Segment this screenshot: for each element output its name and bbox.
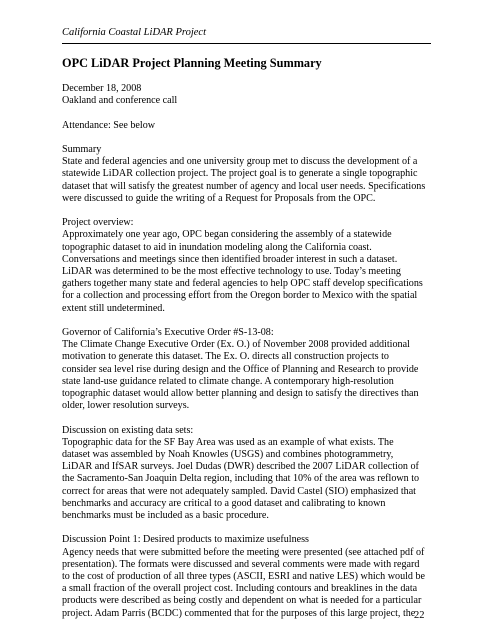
attendance-text: Attendance: See below [62,119,156,131]
section-executive-order [62,327,434,412]
page-content [62,56,434,632]
paragraph-line: Agency needs that were submitted before the meeting were presented (see attached pdf of [62,546,425,558]
attendance-line [62,120,434,132]
paragraph-line: older, lower resolution surveys. [62,400,190,412]
paragraph-line: LiDAR was determined to be the most effective technology to use. Today’s meeting [62,266,401,277]
paragraph-line: Topographic data for the SF Bay Area was used as an example of what exists. The [62,436,394,448]
section-heading: Summary [62,143,102,155]
meeting-info [62,83,434,107]
paragraph-line: LiDAR and IfSAR surveys. Joel Dudas (DWR) described the 2007 LiDAR collection of [62,461,419,473]
paragraph-line: were discussed to guide the writing of a Request for Proposals from the OPC. [62,192,376,204]
paragraph-line: The Climate Change Executive Order (Ex. O.) of November 2008 provided additional [62,339,410,351]
paragraph-line: topographic dataset would allow better planning and design to satisfy the directives than [62,388,419,400]
paragraph-line: dataset was assembled by Noah Knowles (USGS) and combines photogrammetry, [62,449,394,461]
paragraph-line: extent still undetermined. [62,302,165,314]
section-heading: Project overview: [62,217,134,229]
paragraph-line: consider sea level rise during design and the Office of Planning and Research to provide [62,363,419,375]
paragraph-line: State and federal agencies and one university group met to discuss the development of a [62,156,418,168]
paragraph-line: the Sacramento-San Joaquin Delta region, including that 10% of the area was reflown to [62,473,420,485]
paragraph-line: state land-use guidance related to climate change. A contemporary high-resolution [62,375,394,387]
section-heading: Discussion Point 1: Desired products to maximize usefulness [62,534,309,546]
paragraph-line: presentation). The formats were discussed and several comments were made with regard [62,558,420,570]
section-existing-data [62,425,434,523]
paragraph-line: to the cost of production of all three types (ASCII, ESRI and native LES) which would be [62,571,426,583]
paragraph-line: benchmarks and accuracy are critical to a good dataset and calibrating to known [62,497,386,509]
document-title: OPC LiDAR Project Planning Meeting Summary [62,56,322,70]
paragraph-line: a small fraction of the overall project cost. Including contours and breaklines in the data [62,583,418,595]
page-number: 22 [414,610,425,621]
paragraph-line: statewide LiDAR collection project. The project goal is to generate a single topographic [62,168,418,180]
paragraph-line: project. Adam Parris (BCDC) commented that for the purposes of this large project, the [62,607,416,619]
paragraph-line: Conversations and meetings since then identified broader interest in such a dataset. [62,253,398,265]
paragraph-line: gathers together many state and federal agencies to help OPC staff develop specifications [62,278,423,290]
section-heading: Discussion on existing data sets: [62,424,194,436]
paragraph-line: benchmarks must be included as a basic procedure. [62,510,269,522]
meeting-location: Oakland and conference call [62,95,178,107]
paragraph-line: Approximately one year ago, OPC began considering the assembly of a statewide [62,229,392,241]
running-header: California Coastal LiDAR Project [62,27,206,38]
paragraph-line: for a collection and processing effort from the Oregon border to Mexico with the spatial [62,290,418,302]
section-summary [62,144,434,205]
paragraph-line: dataset that will satisfy the greatest number of agency and local user needs. Specifications [62,180,426,192]
paragraph-line: products were described as being costly and dependent on what is needed for a particular [62,595,422,607]
paragraph-line: motivation to generate this dataset. The Ex. O. directs all construction projects to [62,351,389,363]
section-discussion-point-1 [62,534,434,619]
section-heading: Governor of California’s Executive Order #S-13-08: [62,327,274,338]
header-rule [62,43,431,44]
paragraph-line: correct for areas that were not adequately sampled. David Castel (SIO) emphasized that [62,485,416,497]
meeting-date: December 18, 2008 [62,83,142,94]
paragraph-line: topographic dataset to aid in inundation modeling along the California coast. [62,241,372,253]
section-project-overview [62,217,434,315]
